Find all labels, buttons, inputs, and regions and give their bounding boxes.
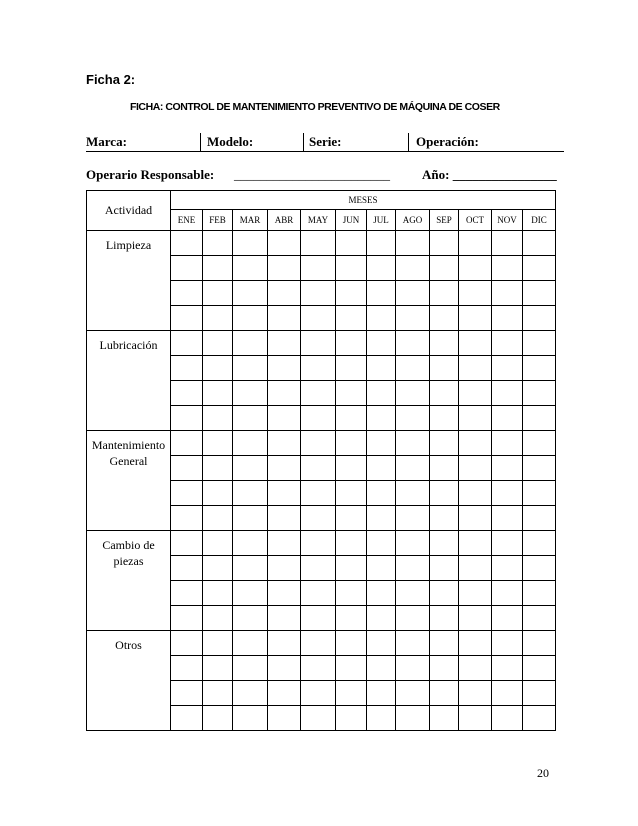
schedule-cell[interactable]: [459, 456, 492, 481]
schedule-cell[interactable]: [171, 331, 203, 356]
schedule-cell[interactable]: [492, 531, 523, 556]
schedule-cell[interactable]: [301, 606, 336, 631]
schedule-cell[interactable]: [203, 556, 233, 581]
schedule-cell[interactable]: [268, 431, 301, 456]
schedule-cell[interactable]: [268, 281, 301, 306]
schedule-cell[interactable]: [336, 306, 367, 331]
schedule-cell[interactable]: [396, 481, 430, 506]
schedule-cell[interactable]: [336, 581, 367, 606]
schedule-cell[interactable]: [367, 306, 396, 331]
schedule-cell[interactable]: [430, 631, 459, 656]
schedule-cell[interactable]: [367, 331, 396, 356]
schedule-cell[interactable]: [396, 456, 430, 481]
schedule-cell[interactable]: [203, 456, 233, 481]
schedule-cell[interactable]: [233, 306, 268, 331]
schedule-cell[interactable]: [203, 281, 233, 306]
schedule-cell[interactable]: [203, 531, 233, 556]
schedule-cell[interactable]: [268, 381, 301, 406]
month-header-abr: ABR: [268, 210, 301, 231]
schedule-cell[interactable]: [336, 706, 367, 731]
schedule-cell[interactable]: [430, 556, 459, 581]
schedule-cell[interactable]: [367, 681, 396, 706]
schedule-cell[interactable]: [268, 231, 301, 256]
schedule-cell[interactable]: [171, 531, 203, 556]
schedule-cell[interactable]: [367, 606, 396, 631]
schedule-cell[interactable]: [301, 506, 336, 531]
schedule-cell[interactable]: [492, 506, 523, 531]
schedule-cell[interactable]: [268, 631, 301, 656]
schedule-cell[interactable]: [523, 406, 556, 431]
schedule-cell[interactable]: [301, 481, 336, 506]
schedule-cell[interactable]: [367, 506, 396, 531]
schedule-cell[interactable]: [459, 481, 492, 506]
schedule-cell[interactable]: [203, 356, 233, 381]
schedule-cell[interactable]: [301, 706, 336, 731]
schedule-cell[interactable]: [233, 656, 268, 681]
schedule-cell[interactable]: [171, 456, 203, 481]
schedule-cell[interactable]: [233, 406, 268, 431]
schedule-cell[interactable]: [301, 456, 336, 481]
schedule-cell[interactable]: [396, 656, 430, 681]
schedule-cell[interactable]: [523, 356, 556, 381]
schedule-cell[interactable]: [430, 231, 459, 256]
schedule-cell[interactable]: [523, 556, 556, 581]
schedule-cell[interactable]: [523, 606, 556, 631]
schedule-cell[interactable]: [459, 406, 492, 431]
month-header-ago: AGO: [396, 210, 430, 231]
schedule-cell[interactable]: [336, 681, 367, 706]
schedule-cell[interactable]: [336, 231, 367, 256]
schedule-cell[interactable]: [367, 356, 396, 381]
table-row: [87, 631, 556, 656]
schedule-cell[interactable]: [171, 631, 203, 656]
table-row: [87, 231, 556, 256]
schedule-cell[interactable]: [367, 481, 396, 506]
schedule-cell[interactable]: [268, 481, 301, 506]
schedule-cell[interactable]: [268, 606, 301, 631]
schedule-cell[interactable]: [233, 456, 268, 481]
schedule-cell[interactable]: [492, 481, 523, 506]
schedule-cell[interactable]: [459, 681, 492, 706]
activity-label-line: Cambio de: [102, 538, 155, 552]
schedule-cell[interactable]: [268, 681, 301, 706]
month-header-nov: NOV: [492, 210, 523, 231]
schedule-cell[interactable]: [233, 356, 268, 381]
schedule-cell[interactable]: [233, 631, 268, 656]
schedule-cell[interactable]: [268, 506, 301, 531]
schedule-cell[interactable]: [430, 656, 459, 681]
schedule-cell[interactable]: [367, 581, 396, 606]
schedule-cell[interactable]: [367, 531, 396, 556]
schedule-cell[interactable]: [171, 706, 203, 731]
activity-label-line: General: [109, 454, 148, 469]
schedule-cell[interactable]: [203, 581, 233, 606]
schedule-cell[interactable]: [336, 456, 367, 481]
schedule-cell[interactable]: [233, 706, 268, 731]
month-header-oct: OCT: [459, 210, 492, 231]
schedule-cell[interactable]: [459, 606, 492, 631]
schedule-cell[interactable]: [396, 256, 430, 281]
schedule-cell[interactable]: [430, 506, 459, 531]
schedule-cell[interactable]: [459, 631, 492, 656]
schedule-cell[interactable]: [492, 456, 523, 481]
schedule-cell[interactable]: [492, 706, 523, 731]
schedule-cell[interactable]: [367, 656, 396, 681]
schedule-cell[interactable]: [268, 531, 301, 556]
schedule-cell[interactable]: [233, 481, 268, 506]
schedule-cell[interactable]: [233, 256, 268, 281]
schedule-cell[interactable]: [430, 706, 459, 731]
schedule-cell[interactable]: [171, 281, 203, 306]
schedule-cell[interactable]: [492, 306, 523, 331]
schedule-cell[interactable]: [396, 231, 430, 256]
header-divider: [200, 133, 201, 151]
schedule-cell[interactable]: [301, 331, 336, 356]
schedule-cell[interactable]: [396, 381, 430, 406]
schedule-cell[interactable]: [301, 306, 336, 331]
schedule-cell[interactable]: [396, 506, 430, 531]
schedule-cell[interactable]: [336, 556, 367, 581]
schedule-cell[interactable]: [430, 331, 459, 356]
schedule-cell[interactable]: [492, 656, 523, 681]
schedule-cell[interactable]: [171, 406, 203, 431]
schedule-cell[interactable]: [523, 281, 556, 306]
schedule-cell[interactable]: [203, 606, 233, 631]
schedule-cell[interactable]: [268, 656, 301, 681]
schedule-cell[interactable]: [336, 331, 367, 356]
schedule-cell[interactable]: [459, 656, 492, 681]
schedule-cell[interactable]: [459, 381, 492, 406]
schedule-cell[interactable]: [459, 431, 492, 456]
schedule-cell[interactable]: [492, 256, 523, 281]
schedule-cell[interactable]: [430, 531, 459, 556]
schedule-cell[interactable]: [171, 256, 203, 281]
schedule-cell[interactable]: [396, 531, 430, 556]
schedule-cell[interactable]: [459, 506, 492, 531]
activity-label-line: Otros: [115, 638, 142, 652]
schedule-cell[interactable]: [171, 681, 203, 706]
schedule-cell[interactable]: [523, 431, 556, 456]
schedule-cell[interactable]: [523, 581, 556, 606]
schedule-cell[interactable]: [268, 581, 301, 606]
schedule-cell[interactable]: [492, 281, 523, 306]
ficha-label: Ficha 2:: [86, 72, 136, 87]
schedule-cell[interactable]: [430, 606, 459, 631]
activity-name: [87, 231, 171, 331]
schedule-cell[interactable]: [233, 556, 268, 581]
schedule-cell[interactable]: [492, 431, 523, 456]
schedule-cell[interactable]: [396, 706, 430, 731]
schedule-cell[interactable]: [336, 381, 367, 406]
schedule-cell[interactable]: [396, 281, 430, 306]
schedule-cell[interactable]: [523, 456, 556, 481]
schedule-cell[interactable]: [492, 556, 523, 581]
schedule-cell[interactable]: [336, 281, 367, 306]
serie-label: Serie:: [309, 134, 342, 149]
month-header-feb: FEB: [203, 210, 233, 231]
schedule-cell[interactable]: [396, 581, 430, 606]
schedule-cell[interactable]: [203, 631, 233, 656]
schedule-cell[interactable]: [171, 356, 203, 381]
schedule-cell[interactable]: [233, 281, 268, 306]
table-row: [87, 331, 556, 356]
schedule-cell[interactable]: [301, 381, 336, 406]
schedule-cell[interactable]: [171, 506, 203, 531]
schedule-cell[interactable]: [336, 506, 367, 531]
schedule-cell[interactable]: [233, 231, 268, 256]
activity-name: [87, 631, 171, 731]
schedule-cell[interactable]: [171, 556, 203, 581]
schedule-cell[interactable]: [430, 356, 459, 381]
schedule-cell[interactable]: [203, 656, 233, 681]
schedule-cell[interactable]: [301, 556, 336, 581]
schedule-cell[interactable]: [367, 406, 396, 431]
meses-header: MESES: [171, 191, 556, 210]
schedule-cell[interactable]: [459, 281, 492, 306]
marca-label: Marca:: [86, 134, 127, 149]
responsable-row: [86, 167, 564, 185]
activity-name: [87, 331, 171, 431]
schedule-cell[interactable]: [268, 356, 301, 381]
schedule-cell[interactable]: [268, 456, 301, 481]
operacion-label: Operación:: [416, 134, 479, 149]
schedule-cell[interactable]: [523, 631, 556, 656]
schedule-cell[interactable]: [396, 306, 430, 331]
schedule-cell[interactable]: [171, 381, 203, 406]
month-header-dic: DIC: [523, 210, 556, 231]
table-body: [87, 231, 556, 731]
schedule-cell[interactable]: [301, 656, 336, 681]
schedule-cell[interactable]: [336, 406, 367, 431]
schedule-cell[interactable]: [367, 231, 396, 256]
activity-label-line: Mantenimiento: [91, 438, 166, 452]
schedule-cell[interactable]: [492, 331, 523, 356]
schedule-cell[interactable]: [523, 331, 556, 356]
schedule-cell[interactable]: [203, 231, 233, 256]
schedule-cell[interactable]: [203, 256, 233, 281]
schedule-cell[interactable]: [396, 356, 430, 381]
schedule-cell[interactable]: [459, 356, 492, 381]
activity-name: [87, 431, 171, 531]
schedule-cell[interactable]: [171, 656, 203, 681]
page-number: 20: [537, 766, 549, 780]
schedule-cell[interactable]: [523, 306, 556, 331]
schedule-cell[interactable]: [396, 606, 430, 631]
schedule-cell[interactable]: [268, 331, 301, 356]
schedule-cell[interactable]: [203, 506, 233, 531]
schedule-cell[interactable]: [171, 306, 203, 331]
schedule-cell[interactable]: [336, 256, 367, 281]
schedule-cell[interactable]: [203, 381, 233, 406]
schedule-cell[interactable]: [396, 431, 430, 456]
schedule-cell[interactable]: [430, 381, 459, 406]
schedule-cell[interactable]: [430, 281, 459, 306]
schedule-cell[interactable]: [492, 406, 523, 431]
header-divider: [303, 133, 304, 151]
schedule-cell[interactable]: [268, 256, 301, 281]
table-row: [87, 531, 556, 556]
schedule-cell[interactable]: [492, 631, 523, 656]
activity-name: [87, 531, 171, 631]
schedule-cell[interactable]: [396, 406, 430, 431]
month-header-jun: JUN: [336, 210, 367, 231]
month-header-sep: SEP: [430, 210, 459, 231]
schedule-cell[interactable]: [301, 231, 336, 256]
schedule-cell[interactable]: [301, 431, 336, 456]
schedule-cell[interactable]: [203, 306, 233, 331]
schedule-cell[interactable]: [367, 281, 396, 306]
schedule-cell[interactable]: [492, 231, 523, 256]
schedule-cell[interactable]: [523, 256, 556, 281]
schedule-cell[interactable]: [523, 381, 556, 406]
schedule-cell[interactable]: [523, 481, 556, 506]
schedule-cell[interactable]: [367, 381, 396, 406]
schedule-cell[interactable]: [430, 431, 459, 456]
maintenance-table: [86, 190, 556, 731]
responsable-blank: ________________________: [234, 167, 390, 182]
month-header-may: MAY: [301, 210, 336, 231]
schedule-cell[interactable]: [523, 231, 556, 256]
schedule-cell[interactable]: [430, 456, 459, 481]
schedule-cell[interactable]: [268, 306, 301, 331]
schedule-cell[interactable]: [301, 406, 336, 431]
schedule-cell[interactable]: [301, 356, 336, 381]
schedule-cell[interactable]: [367, 631, 396, 656]
schedule-cell[interactable]: [301, 256, 336, 281]
schedule-cell[interactable]: [268, 406, 301, 431]
schedule-cell[interactable]: [396, 556, 430, 581]
schedule-cell[interactable]: [301, 681, 336, 706]
schedule-cell[interactable]: [492, 606, 523, 631]
month-header-ene: ENE: [171, 210, 203, 231]
schedule-cell[interactable]: [523, 506, 556, 531]
schedule-cell[interactable]: [523, 681, 556, 706]
activity-label-line: Lubricación: [99, 338, 158, 352]
schedule-cell[interactable]: [301, 581, 336, 606]
anio-label: Año: ________________: [422, 167, 557, 182]
schedule-cell[interactable]: [336, 481, 367, 506]
table-row: [87, 431, 556, 456]
schedule-cell[interactable]: [233, 681, 268, 706]
schedule-cell[interactable]: [492, 681, 523, 706]
schedule-cell[interactable]: [171, 231, 203, 256]
header-divider: [408, 133, 409, 151]
schedule-cell[interactable]: [336, 656, 367, 681]
schedule-cell[interactable]: [171, 581, 203, 606]
month-header-jul: JUL: [367, 210, 396, 231]
activity-label-line: piezas: [113, 554, 144, 569]
schedule-cell[interactable]: [459, 556, 492, 581]
schedule-cell[interactable]: [430, 306, 459, 331]
schedule-cell[interactable]: [203, 431, 233, 456]
schedule-cell[interactable]: [233, 606, 268, 631]
schedule-cell[interactable]: [203, 406, 233, 431]
responsable-label: Operario Responsable:: [86, 167, 215, 182]
machine-info-row: [86, 133, 564, 152]
schedule-cell[interactable]: [203, 681, 233, 706]
schedule-cell[interactable]: [367, 256, 396, 281]
form-title: FICHA: CONTROL DE MANTENIMIENTO PREVENTIVO DE MÁQUINA DE COSER: [130, 101, 500, 113]
schedule-cell[interactable]: [459, 531, 492, 556]
schedule-cell[interactable]: [459, 706, 492, 731]
schedule-cell[interactable]: [459, 231, 492, 256]
schedule-cell[interactable]: [367, 706, 396, 731]
schedule-cell[interactable]: [396, 331, 430, 356]
schedule-cell[interactable]: [492, 381, 523, 406]
schedule-cell[interactable]: [523, 656, 556, 681]
schedule-cell[interactable]: [233, 506, 268, 531]
modelo-label: Modelo:: [207, 134, 254, 149]
schedule-cell[interactable]: [336, 531, 367, 556]
schedule-cell[interactable]: [523, 706, 556, 731]
schedule-cell[interactable]: [430, 581, 459, 606]
schedule-cell[interactable]: [492, 356, 523, 381]
month-header-mar: MAR: [233, 210, 268, 231]
schedule-cell[interactable]: [367, 431, 396, 456]
schedule-cell[interactable]: [233, 531, 268, 556]
schedule-cell[interactable]: [171, 481, 203, 506]
schedule-cell[interactable]: [203, 706, 233, 731]
schedule-cell[interactable]: [233, 431, 268, 456]
schedule-cell[interactable]: [301, 531, 336, 556]
schedule-cell[interactable]: [367, 556, 396, 581]
schedule-cell[interactable]: [523, 531, 556, 556]
schedule-cell[interactable]: [336, 356, 367, 381]
schedule-cell[interactable]: [203, 481, 233, 506]
schedule-cell[interactable]: [459, 256, 492, 281]
schedule-cell[interactable]: [459, 306, 492, 331]
schedule-cell[interactable]: [203, 331, 233, 356]
schedule-cell[interactable]: [492, 581, 523, 606]
schedule-cell[interactable]: [171, 606, 203, 631]
schedule-cell[interactable]: [396, 681, 430, 706]
schedule-cell[interactable]: [336, 631, 367, 656]
schedule-cell[interactable]: [430, 681, 459, 706]
schedule-cell[interactable]: [171, 431, 203, 456]
schedule-cell[interactable]: [459, 331, 492, 356]
schedule-cell[interactable]: [268, 706, 301, 731]
schedule-cell[interactable]: [430, 406, 459, 431]
schedule-cell[interactable]: [233, 581, 268, 606]
activity-label-line: Limpieza: [105, 238, 152, 252]
schedule-cell[interactable]: [367, 456, 396, 481]
schedule-cell[interactable]: [336, 606, 367, 631]
schedule-cell[interactable]: [459, 581, 492, 606]
schedule-cell[interactable]: [396, 631, 430, 656]
schedule-cell[interactable]: [233, 331, 268, 356]
schedule-cell[interactable]: [301, 281, 336, 306]
schedule-cell[interactable]: [301, 631, 336, 656]
schedule-cell[interactable]: [233, 381, 268, 406]
actividad-header: Actividad: [87, 191, 171, 231]
schedule-cell[interactable]: [336, 431, 367, 456]
schedule-cell[interactable]: [430, 481, 459, 506]
schedule-cell[interactable]: [268, 556, 301, 581]
schedule-cell[interactable]: [430, 256, 459, 281]
